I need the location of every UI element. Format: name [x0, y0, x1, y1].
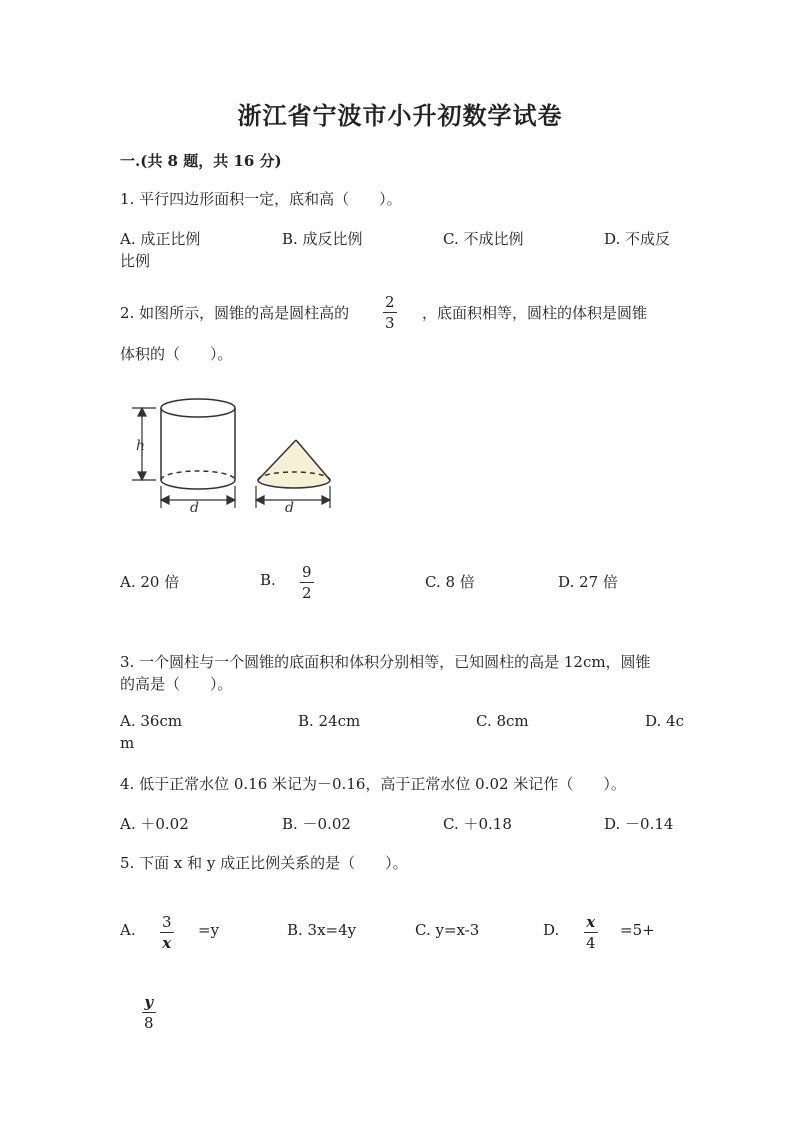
question-2-option-a: A. 20 倍	[120, 573, 180, 591]
fraction-denominator: 2	[302, 584, 312, 602]
question-4-option-b: B. －0.02	[282, 815, 351, 833]
question-1-option-b: B. 成反比例	[282, 230, 363, 248]
question-1-option-d-wrap: 比例	[120, 252, 151, 270]
question-5-option-b: B. 3x=4y	[287, 921, 357, 939]
height-label: h	[136, 438, 146, 454]
question-5-text: 5. 下面 x 和 y 成正比例关系的是（ ）。	[120, 854, 408, 872]
page-title: 浙江省宁波市小升初数学试卷	[237, 101, 563, 130]
question-1-option-d: D. 不成反	[604, 230, 671, 248]
fraction-denominator: x	[162, 934, 172, 952]
question-5-option-a: A.	[120, 921, 136, 939]
question-3-option-d: D. 4c	[645, 712, 684, 730]
question-1-option-c: C. 不成比例	[443, 230, 524, 248]
question-5-option-d-tail: =5+	[620, 921, 655, 939]
fraction-denominator: 3	[385, 314, 395, 332]
question-5-option-d-fraction	[584, 913, 598, 952]
cylinder-diameter-label: d	[190, 500, 199, 516]
question-3-option-a: A. 36cm	[120, 712, 183, 730]
question-2-text-end: ，底面积相等，圆柱的体积是圆锥	[422, 304, 648, 322]
question-1-option-a: A. 成正比例	[120, 230, 201, 248]
question-2-option-b: B.	[260, 571, 276, 589]
question-2-option-c: C. 8 倍	[425, 573, 475, 591]
section-heading: 一.(共 8 题，共 16 分)	[120, 152, 282, 170]
question-4-option-d: D. －0.14	[604, 815, 674, 833]
cylinder-cone-figure	[120, 390, 350, 520]
fraction-numerator: y	[144, 993, 154, 1011]
question-5-option-c: C. y=x-3	[415, 921, 480, 939]
fraction-denominator: 8	[144, 1014, 154, 1032]
question-1-text: 1. 平行四边形面积一定，底和高（ ）。	[120, 190, 402, 208]
question-3-text-line2: 的高是（ ）。	[120, 675, 233, 693]
question-2-option-d: D. 27 倍	[558, 573, 618, 591]
question-5-option-a-tail: =y	[198, 921, 220, 939]
question-2-fraction	[383, 293, 397, 332]
question-4-option-c: C. ＋0.18	[443, 815, 512, 833]
fraction-numerator: 9	[302, 563, 312, 581]
question-2-text-line2: 体积的（ ）。	[120, 345, 233, 363]
question-3-text: 3. 一个圆柱与一个圆锥的底面积和体积分别相等，已知圆柱的高是 12cm，圆锥	[120, 653, 651, 671]
question-3-option-b: B. 24cm	[298, 712, 361, 730]
question-3-option-d-wrap: m	[120, 734, 135, 752]
question-5-option-a-fraction	[160, 913, 174, 952]
question-2-option-b-fraction	[300, 563, 314, 602]
fraction-numerator: x	[586, 913, 596, 931]
question-5-option-d: D.	[543, 921, 560, 939]
question-2-text-start: 2. 如图所示，圆锥的高是圆柱高的	[120, 304, 350, 322]
fraction-numerator: 2	[385, 293, 395, 311]
question-4-text: 4. 低于正常水位 0.16 米记为－0.16，高于正常水位 0.02 米记作（ ）。	[120, 775, 626, 793]
question-5-option-d-fraction-2	[142, 993, 156, 1032]
question-3-option-c: C. 8cm	[476, 712, 529, 730]
fraction-denominator: 4	[586, 934, 596, 952]
cone-shape	[258, 440, 330, 488]
question-4-option-a: A. ＋0.02	[120, 815, 189, 833]
cylinder-shape	[161, 399, 235, 489]
fraction-numerator: 3	[162, 913, 172, 931]
cone-diameter-label: d	[285, 500, 294, 516]
